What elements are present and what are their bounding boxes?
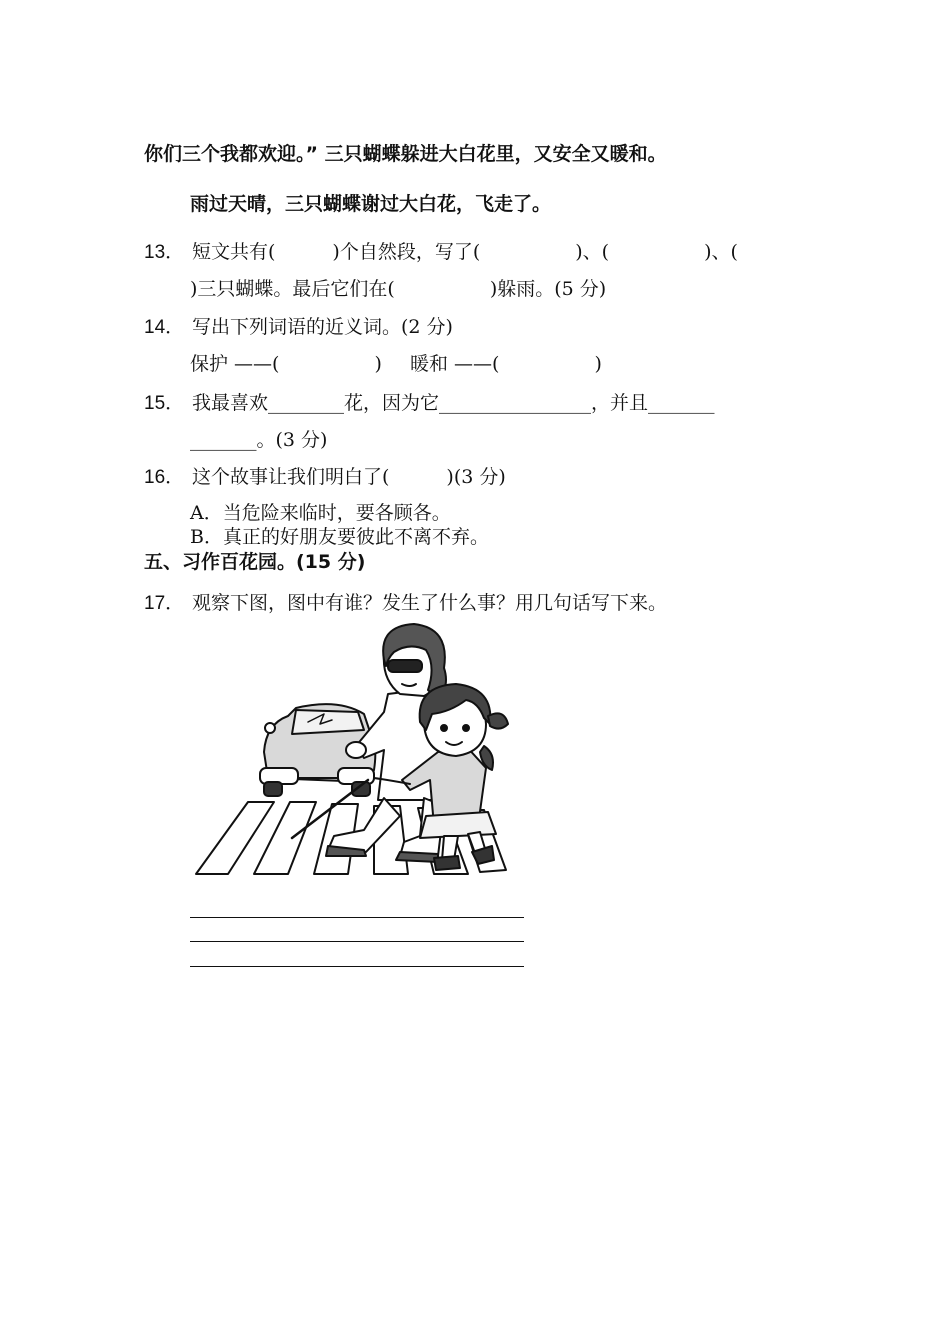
answer-line-1[interactable]	[190, 917, 524, 918]
question-14-prompt: 写出下列词语的近义词。(2 分)	[192, 316, 453, 338]
question-14-item-1: 保护 ——( )	[190, 353, 382, 375]
question-13-line-1: 短文共有( )个自然段，写了( )、( )、(	[192, 241, 738, 263]
question-16-number: 16．	[144, 467, 185, 488]
question-14-number: 14．	[144, 317, 185, 338]
question-16-prompt: 这个故事让我们明白了( )(3 分)	[192, 466, 506, 488]
question-17-prompt: 观察下图，图中有谁？发生了什么事？用几句话写下来。	[192, 592, 668, 614]
crosswalk-illustration	[188, 620, 518, 890]
question-15-line-2: _______。(3 分)	[190, 429, 328, 451]
question-15-line-1: 我最喜欢________花，因为它________________，并且_______	[192, 392, 715, 414]
question-14-item-2: 暖和 ——( )	[410, 353, 602, 375]
question-16-option-b: B．真正的好朋友要彼此不离不弃。	[190, 526, 489, 548]
passage-line-1: 你们三个我都欢迎。” 三只蝴蝶躲进大白花里，又安全又暖和。	[144, 143, 667, 165]
question-13-number: 13．	[144, 242, 185, 263]
passage-line-2: 雨过天晴，三只蝴蝶谢过大白花，飞走了。	[190, 193, 552, 215]
answer-line-2[interactable]	[190, 941, 524, 942]
question-13-line-2: )三只蝴蝶。最后它们在( )躲雨。(5 分)	[190, 278, 607, 300]
answer-line-3[interactable]	[190, 966, 524, 967]
question-16-option-a: A．当危险来临时，要各顾各。	[190, 502, 451, 524]
question-17-number: 17．	[144, 593, 185, 614]
section-5-heading: 五、习作百花园。(15 分)	[144, 551, 366, 573]
question-15-number: 15．	[144, 393, 185, 414]
